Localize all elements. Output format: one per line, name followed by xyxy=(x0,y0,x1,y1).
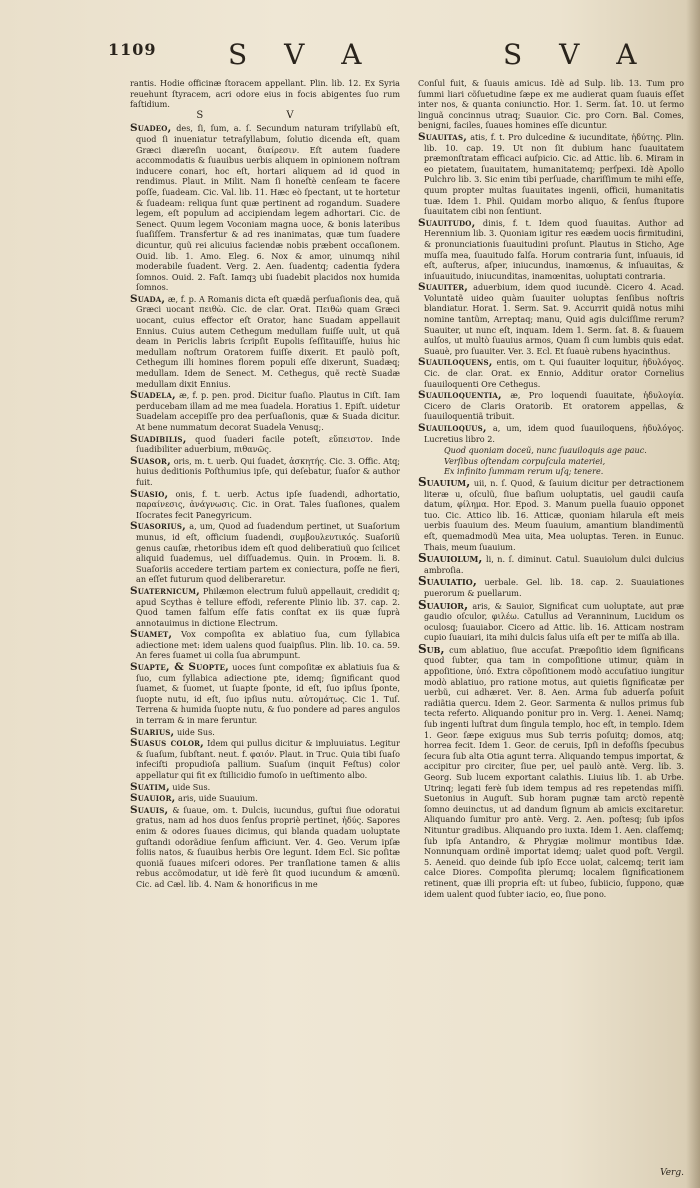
entry-headword: Suaſio, xyxy=(130,487,169,500)
entry-headword: Suauis, xyxy=(130,803,169,816)
entry-headword: Suauitudo, xyxy=(418,216,476,229)
right-column xyxy=(418,78,684,1173)
dictionary-entry xyxy=(130,586,400,628)
entry-definition: li, n. ſ. diminut. Catul. Suauiolum dulci dulcius ambroſia. xyxy=(424,554,684,575)
right-entries-continued xyxy=(418,474,684,899)
entry-definition: æ, Pro loquendi ſuauitate, ἡδυλογία. Cicero de Claris Oratorib. Et oratorem appellas, & ſuauiloquentiã tribuit. xyxy=(424,390,684,422)
dictionary-entry xyxy=(418,390,684,422)
entry-definition: cum ablatiuo, ſiue accuſat. Præpoſitio idem ſignificans quod ſubter, qua tam in compoſitione utimur, quàm in appoſitione, ὑπό. Extra cõpoſitionem modò accuſatiuo iungitur modò ablatiuo, pro ratione motus, aut quietis ſignificatæ per uerbũ, cui adhæret. Ver. 8. Aen. Arma ſub aduerſa poſuit radiãtia quercu. Idem 2. Geor. Sarmenta & nullos primus ſub tecta referto. Aliquando ponitur pro in. Verg. 1. Aenei. Namq; ſub ingenti luſtrat dum ſingula templo, hoc eſt, in templo. Idem 1. Geor. ſæpe exiguus mus Sub terris poſuitq; domos, atq; horrea fecit. Idem 1. Geor. de ceruis, Ipſi in defoſſis ſpecubus ſecura ſub alta Otia agunt terra. Aliquando tempus importat, & accipitur pro circiter, ſiue per, uel paulò antè. Verg. lib. 3. Georg. Sub lucem exportant calathis. Liuius lib. 1. ab Urbe. Utrinq; legati ferè ſub idem tempus ad res repetendas miſſi. Suetonius in Auguſt. Sub horam pugnæ tam arctò repentè ſomno deuinctus, ut ad dandum ſignum ab amicis excitaretur. Aliquando ſumitur pro antè. Verg. 2. Aen. poſtesq; ſub ipſos Nituntur gradibus. Aliquando pro iuxta. Idem 1. Aen. claſſemq; ſub ipſa Antandro, & Phrygiæ molimur montibus Idæ. Nonnunquam ordinẽ importat idemq; ualet quod poſt. Vergil. 5. Aeneid. quo deinde ſub ipſo Ecce uolat, calcemq; terit iam calce Diores. Compoſita plerumq; localem ſignificationem retinent, quæ illi propria eſt: ut ſubeo, ſubiicio, ſuppono, quæ idem ualent quod ſubter iacio, eo, ſiue pono. xyxy=(424,644,684,899)
dictionary-entry xyxy=(130,123,400,293)
entry-definition: Idem qui pullus dicitur & impluuiatus. Legitur & ſuaſum, ſubſtant. neut. f. φαιόν. Plaut. in Truc. Quia tibi ſuaſo infeciſti propudioſa pallium. Suaſum (inquit Feſtus) color appellatur qui fit ex ſtillicidio fumoſo in ueſtimento albo. xyxy=(136,738,400,780)
entry-headword: Suadela, xyxy=(130,389,176,402)
entry-definition: Vox compoſita ex ablatiuo ſua, cum ſyllabica adiectione met: idem ualens quod ſuaipſius. Plin. lib. 10. ca. 59. An feres ſuamet ui colla ſua abrumpunt. xyxy=(136,629,400,661)
entry-definition: uerbale. Gel. lib. 18. cap. 2. Suauiationes puerorum & puellarum. xyxy=(424,577,684,598)
left-column xyxy=(130,78,400,1173)
entry-headword: Suauior, xyxy=(130,792,176,805)
entry-definition: dinis, f. t. Idem quod ſuauitas. Author ad Herennium lib. 3. Quoniam igitur res eædem uocis firmitudini, & pronunciationis ſuauitudini proſunt. Plautus in Sticho, Age muſſa mea, ſuauitudo falſa. Horum contraria ſunt, inſuauis, id eſt, auſterus, aſper, iniucundus, inamœnus, & inſuauitas, & inſuauitudo, iniucunditas, inamœnitas, uoluptati contraria. xyxy=(424,217,684,281)
entry-definition: uide Sus. xyxy=(172,781,211,792)
verse-line: Ex infinito ſummam rerum uſq; tenere. xyxy=(444,466,604,477)
dictionary-entry xyxy=(130,294,400,389)
dictionary-entry xyxy=(130,662,400,726)
dictionary-entry xyxy=(418,641,684,899)
entry-definition: a, um, idem quod ſuauiloquens, ἡδυλόγος. Lucretius libro 2. xyxy=(424,423,684,444)
dictionary-entry xyxy=(418,576,684,598)
entry-definition: onis, f. t. uerb. Actus ipſe ſuadendi, adhortatio, παραίνεσις, ἀνάγνωσις. Cic. in Orat. Tales ſuaſiones, qualem Iſocrates fecit Panegyricum. xyxy=(136,488,400,520)
dictionary-entry xyxy=(130,727,400,738)
entry-headword: Suarius, xyxy=(130,725,175,738)
intro-paragraph: rantis. Hodie officinæ ſtoracem appellant. Plin. lib. 12. Ex Syria reuehunt ſtyracem, acri odore eius in focis abigentes ſuo rum faſtidium. xyxy=(130,78,400,110)
entry-headword: Suadibilis, xyxy=(130,432,187,445)
entry-definition: oris, m. t. uerb. Qui ſuadet, ἀσκητής. Cic. 3. Offic. Atq; huius deditionis Poſthumius ipſe, qui deſebatur, ſuaſor & author fuit. xyxy=(136,455,400,487)
left-entries xyxy=(130,123,400,889)
entry-definition: uoces ſunt compoſitæ ex ablatiuis ſua & ſuo, cum ſyllabica adiectione pte, idemq; ſignificant quod ſuamet, & ſuomet, ut ſuapte ſponte, id eſt, ſuo ipſius ſponte, ſuopte nutu, id eſt, ſuo ipſius nutu. αὐτομάτως. Cic 1. Tuſ. Terrena & humida ſuopte nutu, & ſuo pondere ad pares angulos in terram & in mare feruntur. xyxy=(136,662,400,726)
entry-definition: aris, & Sauior, Significat cum uoluptate, aut præ gaudio oſculor, φιλέω. Catullus ad Veranninum, Lucidum os oculosq; ſuauiabor. Cicero ad Attic. lib. 16. Atticam nostram cupio ſuauiari, ita mihi dulcis ſalus uiſa eſt per te miſſa ab illa. xyxy=(424,600,684,643)
dictionary-entry xyxy=(418,423,684,444)
dictionary-entry xyxy=(418,78,684,131)
entry-headword: Suaſor, xyxy=(130,454,171,467)
dictionary-entry xyxy=(418,218,684,282)
entry-definition: aduerbium, idem quod iucundè. Cicero 4. Acad. Voluntatẽ uideo quàm ſuauiter uoluptas ſenſibus noſtris blandiatur. Horat. 1. Serm. Sat. 9. Accurrit quidã notus mihi nomine tantũm, Arreptaq; manu, Quid agis dulciſſime rerum? Suauiter, ut nunc eſt, inquam. Idem 1. Serm. ſat. 8. & ſuauem aulſos, ut multò ſuauius armos, Quam ſi cum lumbis quis edat. Suauè, pro ſuauiter. Ver. 3. Ecl. Et ſuauè rubens hyacinthus. xyxy=(424,282,684,356)
dictionary-entry xyxy=(418,597,684,643)
entry-headword: Suauitas, xyxy=(418,130,468,143)
page-number: 1109 xyxy=(108,40,157,59)
entry-definition: entis, om t. Qui ſuauiter loquitur, ἡδυλόγος. Cic. de clar. Orat. ex Ennio, Additur orator Cornelius ſuauiloquenti Ore Cethegus. xyxy=(424,357,684,389)
entry-headword: Suauiloquens, xyxy=(418,356,493,369)
book-spine-shadow xyxy=(686,0,700,1188)
dictionary-entry xyxy=(130,434,400,455)
verse-block xyxy=(418,445,684,477)
entry-headword: Suaſorius, xyxy=(130,520,186,533)
entry-headword: Suadeo, xyxy=(130,122,172,135)
dictionary-entry xyxy=(130,793,400,804)
entry-headword: Suauiatio, xyxy=(418,574,477,589)
dictionary-entry xyxy=(130,390,400,432)
section-letters: S V xyxy=(196,109,334,121)
dictionary-entry xyxy=(130,805,400,890)
dictionary-entry xyxy=(130,489,400,521)
dictionary-entry xyxy=(418,357,684,389)
entry-definition: quod ſuaderi facile poteſt, εὔπειστον. Inde ſuadibiliter aduerbium, πιθανῶς. xyxy=(136,433,400,455)
dictionary-entry xyxy=(130,456,400,488)
entry-definition: æ, f. p. pen. prod. Dicitur ſuaſio. Plautus in Ciſt. Iam perducebam illam ad me mea ſuadela. Horatius 1. Epiſt. uidetur Suadelam accepiſſe pro dea perſuaſionis, quæ & Suada dicitur. At bene nummatum decorat Suadela Venusq;. xyxy=(136,390,400,432)
entry-definition: uide Sus. xyxy=(177,726,215,737)
entry-definition: & ſuaue, om. t. Dulcis, iucundus, guſtui ſiue odoratui gratus, nam ad hos duos ſenſus propriè pertinet, ἡδύς. Sapores enim & odores ſuaues dicimus, qui blanda quadam uoluptate guſtandi odorãdiue ſenſum afficiunt. Ver. 4. Geo. Verum ipſæ foliis natos, & ſuauibus herbis Ore legunt. Idem Ecl. Sic poſitæ quoniã ſuaues miſceri odores. Per tranſlatione tamen & aliis rebus accõmodatur, ut idè ferè ſit quod iucundum & amœnũ. Cic. ad Cæl. lib. 4. Nam & honorificus in me xyxy=(136,804,400,889)
entry-headword: Suapte, & Suopte, xyxy=(130,661,230,674)
dictionary-entry xyxy=(418,282,684,356)
entry-headword: Suauiloquentia, xyxy=(418,389,502,402)
entry-definition: atis, f. t. Pro dulcedine & iucunditate, ἡδύτης. Plin. lib. 10. cap. 19. Ut non ſit dubium hanc ſuauitatem præmonſtratam efficaci auſpicio. Cic. ad Attic. lib. 6. Miram in eo pietatem, ſuauitatem, humanitatemq; perſpexi. Idè Apollo Pulchro lib. 3. Sic enim tibi perſuade, chariſſimum te mihi eſſe, quum propter multas ſuauitates ingenii, officii, humanitatis tuæ. Idem 1. Phil. Quidam morbo aliquo, & ſenſus ſtupore ſuauitatem cibi non ſentiunt. xyxy=(424,131,684,217)
entry-definition: Conſul fuit, & ſuauis amicus. Idè ad Sulp. lib. 13. Tum pro ſummi liari cõſuetudine ſæpe ex me audierat quam ſuauis eſſet inter nos, & quanta coniunctio. Hor. 1. Serm. ſat. 10. ut ſermo linguã concinnus utraq; Suauior. Cic. pro Corn. Bal. Comes, benigni, faciles, ſuaues homines eſſe dicuntur. xyxy=(418,78,684,131)
catchword: Verg. xyxy=(660,1168,684,1178)
verse-line: Quod quoniam doceũ, nunc ſuauiloquis age pauc. xyxy=(444,445,647,456)
entry-headword: Suauium, xyxy=(418,474,471,489)
entry-definition: uii, n. ſ. Quod, & ſauium dicitur per detractionem literæ u, oſculũ, ſiue baſium uoluptatis, uel gaudii cauſa datum, φίλημα. Hor. Epod. 3. Manum puella ſuauio opponet tuo. Cic. Attico lib. 16. Atticæ, quoniam hilarula eſt meis uerbis ſuauium des. Meum ſuauium, amantium blandimentũ eſt, quemadmodũ Mea uita, Mea uoluptas. Teren. in Eunuc. Thais, meum ſuauium. xyxy=(424,477,684,552)
entry-headword: Suada, xyxy=(130,292,166,305)
running-head-left: S V A xyxy=(228,38,376,71)
dictionary-entry xyxy=(418,132,684,217)
entry-definition: æ, f. p. A Romanis dicta eſt quædã perſuaſionis dea, quã Græci uocant πειθὼ. Cic. de clar. Orat. Πειθὼ quam Græci uocant, cuius effector eſt Orator, hanc Suadam appellauit Ennius. Cuius autem Cethegum medullam fuiſſe uult, ut quã deam in Periclis labris ſcripſit Eupolis ſeſſitauiſſe, huius hic medullam noſtrum Oratorem fuiſſe dixerit. Et paulò poſt, Cethegum illi homines florem populi eſſe dixerunt, Suadæq; medullam. Idem de Senect. M. Cethegus, quẽ rectè Suadæ medullam dixit Ennius. xyxy=(136,293,400,389)
entry-headword: Suatim, xyxy=(130,780,170,793)
verse-line: Verſibus oſtendam corpuſcula materiei, xyxy=(444,455,606,466)
entry-headword: Suauiloquus, xyxy=(418,422,487,434)
entry-definition: des, ſi, ſum, a. ſ. Secundum naturam triſyllabũ eſt, quod ſi inueniatur tetraſyllabum, ſolutio dicenda eſt, quam Græci diæreſin uocant, διαίρεσιν. Eſt autem ſuadere accommodatis & ſuauibus uerbis aliquem in opinionem noſtram inducere conari, hoc eſt, hortari aliquem ad id quod in rendimus. Plaut. in Milit. Nam ſi honeſtè cenſeam te facere poſſe, ſuadeam. Cic. Val. lib. 11. Hæc eò ſpectant, ut te hortetur & ſuadeam: reliqua ſunt quæ pertinent ad rogandum. Suadere legem, eſt populum ad accipiendam legem adhortari. Cic. de Senect. Quum legem Voconiam magna uoce, & bonis lateribus ſuaſiſſem. Transfertur & ad res inanimatas, quæ tum ſuadere dicuntur, quũ rei alicuius faciendæ nobis præbent occaſionem. Ouid. lib. 1. Amo. Eleg. 6. Nox & amor, uinumqꝫ nihil moderabile ſuadent. Verg. 2. Aen. ſuadentq; cadentia ſydera ſomnos. Ouid. 2. Faſt. Iamqꝫ ubi ſuadebit placidos nox humida ſomnos. xyxy=(136,123,400,293)
dictionary-entry xyxy=(130,738,400,780)
entry-headword: Suauiolum, xyxy=(418,551,483,566)
entry-headword: Suaſus color, xyxy=(130,737,205,750)
entry-definition: Philæmon electrum fuluũ appellauit, credidit q; apud Scythas è tellure effodi, referente Plinio lib. 37. cap. 2. Quod tamen falſum eſſe fatis conſtat ex iis quæ ſuprà annotauimus in dictione Electrum. xyxy=(136,585,400,628)
dictionary-entry xyxy=(130,629,400,661)
entry-headword: Suaternicum, xyxy=(130,584,201,597)
dictionary-entry xyxy=(130,782,400,793)
entry-headword: Suauior, xyxy=(418,597,469,612)
page-header xyxy=(108,38,698,74)
running-head-right: S V A xyxy=(503,38,651,71)
dictionary-entry xyxy=(130,521,400,585)
dictionary-entry xyxy=(418,553,684,575)
right-entries xyxy=(418,78,684,444)
entry-definition: aris, uide Suauium. xyxy=(178,793,258,804)
dictionary-entry xyxy=(418,474,684,552)
entry-headword: Sub, xyxy=(418,641,445,656)
entry-definition: a, um, Quod ad ſuadendum pertinet, ut Suaſorium munus, id eſt, officium ſuadendi, συμβουλευτικός. Suaſoriũ genus cauſæ, rhetoribus idem eſt quod deliberatiuũ quo ſcilicet aliquid ſuademus, uel diſſuademus. Quin. in Proœm. li. 8. Suaſoriis accedere tertiam partem ex coniectura, poſſe ne fieri, an eſſet futurum quod deliberaretur. xyxy=(136,521,400,585)
entry-headword: Suamet, xyxy=(130,628,173,641)
entry-headword: Suauiter, xyxy=(418,281,469,294)
